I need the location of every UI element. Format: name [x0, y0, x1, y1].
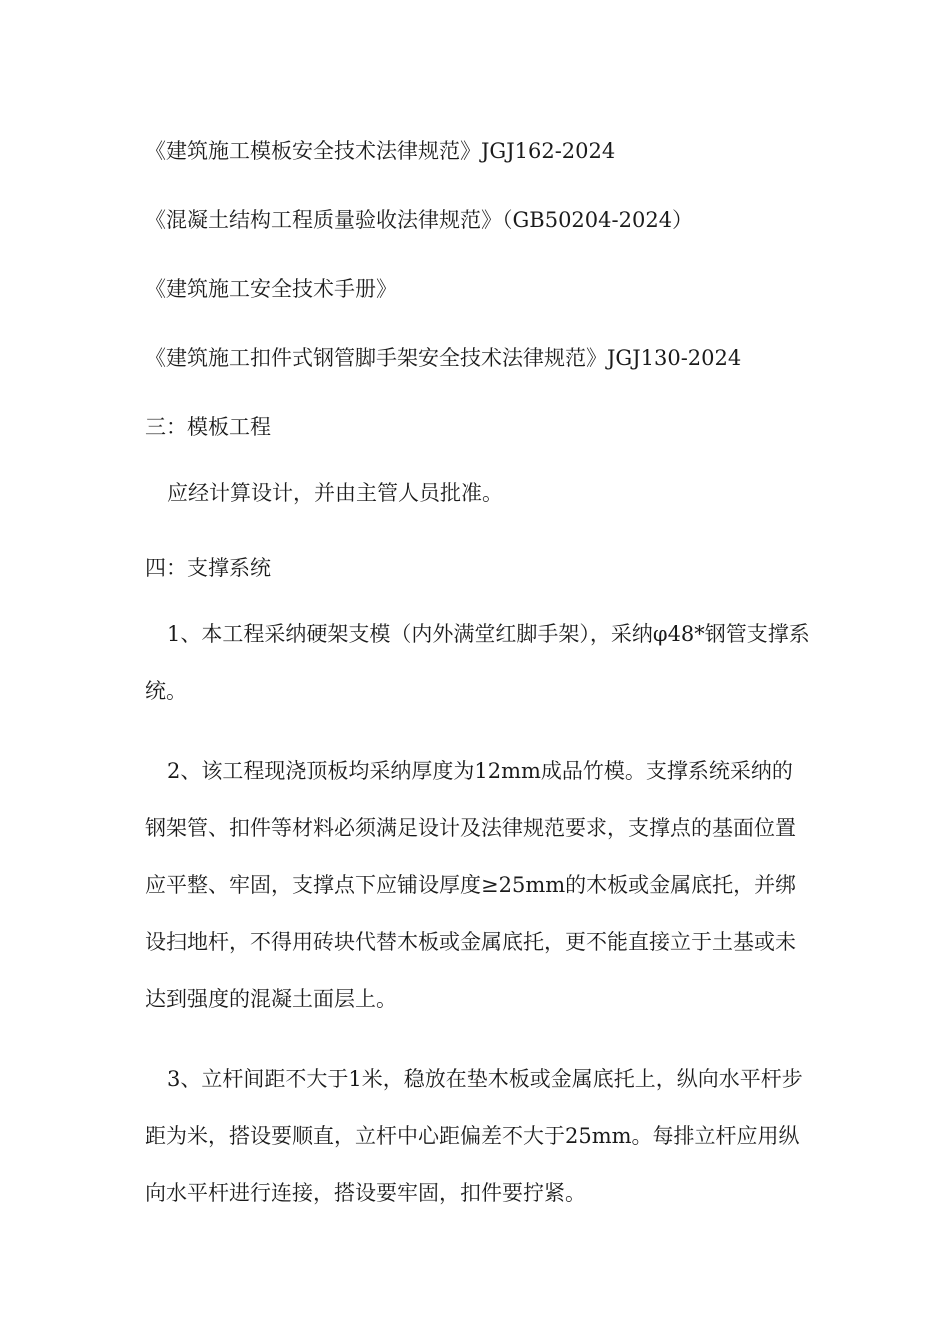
section-heading-support-system: 四：支撑系统	[145, 556, 271, 580]
reference-standard-concrete: 《混凝土结构工程质量验收法律规范》（GB50204-2024）	[145, 208, 694, 232]
section-paragraph-formwork: 应经计算设计，并由主管人员批准。	[167, 481, 503, 505]
support-system-item-3: 3、立杆间距不大于1米，稳放在垫木板或金属底托上，纵向水平杆步距为米，搭设要顺直，立杆中心距偏差不大于25mm。每排立杆应用纵向水平杆进行连接，搭设要牢固，扣件要拧紧。	[145, 1067, 803, 1205]
section-heading-formwork: 三：模板工程	[145, 415, 271, 439]
reference-safety-handbook: 《建筑施工安全技术手册》	[145, 277, 397, 301]
reference-standard-formwork: 《建筑施工模板安全技术法律规范》JGJ162-2024	[145, 139, 616, 163]
reference-standard-scaffold: 《建筑施工扣件式钢管脚手架安全技术法律规范》JGJ130-2024	[145, 346, 742, 370]
support-system-item-2: 2、该工程现浇顶板均采纳厚度为12mm成品竹模。支撑系统采纳的钢架管、扣件等材料必须满足设计及法律规范要求，支撑点的基面位置应平整、牢固，支撑点下应铺设厚度≥25mm的木板或金属底托，并绑设扫地杆，不得用砖块代替木板或金属底托，更不能直接立于土基或未达到强度的混凝土面层上。	[145, 759, 797, 1011]
support-system-item-1: 1、本工程采纳硬架支模（内外满堂红脚手架），采纳φ48*钢管支撑系统。	[145, 622, 810, 703]
document-body	[145, 128, 810, 1222]
